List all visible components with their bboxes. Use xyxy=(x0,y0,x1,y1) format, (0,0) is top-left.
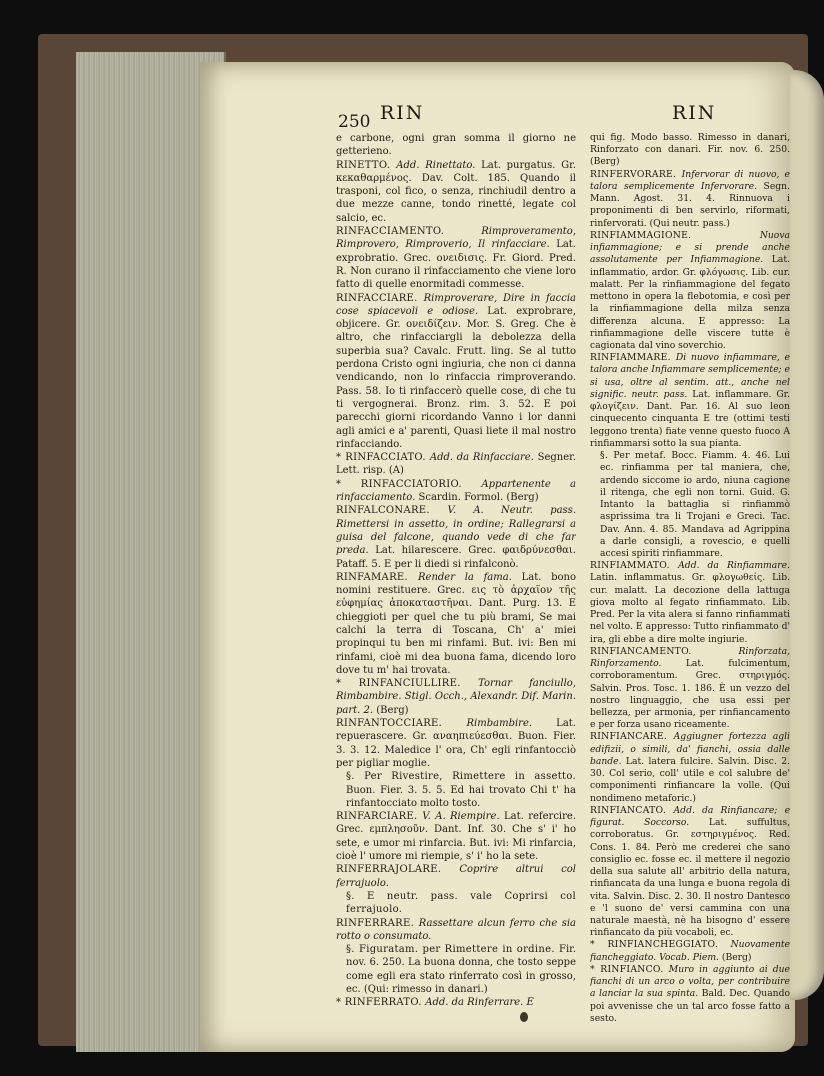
entry-headword: RINFACCIARE. xyxy=(336,292,424,304)
entry-text: Scardin. Formol. (Berg) xyxy=(418,492,539,504)
entry-definition: Di nuovo infiammare, e talora anche Infiammare semplicemente; e si usa, oltre al sentim. att., anche nel signific. neutr. pass. xyxy=(590,352,790,400)
entry-definition: Nuova infiammagione; e si prende anche assolutamente per Infiammagione. xyxy=(590,229,790,266)
entry-headword: * RINFACCIATORIO. xyxy=(336,478,482,490)
entry-headword: RINFARCIARE. xyxy=(336,811,423,823)
entry-text: Lat. purgatus. Gr. κεκαθαρμένος. Dav. Colt. 185. Quando il trasponi, col fico, o senza, rinchiudil dentro a due mezze canne, tondo rinetté, legate col salcio, ec. xyxy=(336,159,576,224)
entry-definition: Rimproverare, Dire in faccia cose spiacevoli e odiose. xyxy=(336,292,576,317)
entry-text: (Berg) xyxy=(721,951,752,963)
entry-definition: Add. da Rinfacciare. xyxy=(429,452,538,464)
entry-headword: * RINFERRATO. xyxy=(336,997,426,1009)
dictionary-entry xyxy=(336,810,576,863)
entry-text: Lat. hilarescere. Grec. φαιδρύνεσθαι. Pataff. 5. E per li diedi si rinfalconò. xyxy=(336,545,576,570)
entry-text: Segner. Lett. risp. (A) xyxy=(336,452,576,477)
dictionary-entry xyxy=(336,571,576,677)
entry-text: Lat. repuerascere. Gr. αναηπιεύεσθαι. Buon. Fier. 3. 3. 12. Maledice l' ora, Ch' egli rinfantocciò per pigliar moglie. xyxy=(336,718,576,769)
entry-headword: RINFERRAJOLARE. xyxy=(336,864,460,876)
entry-headword: * RINFANCIULLIRE. xyxy=(336,678,479,690)
dictionary-entry xyxy=(590,939,790,963)
dictionary-entry xyxy=(336,478,576,505)
entry-text: qui fig. Modo basso. Rimesso in danari, Rinforzato con danari. Fir. nov. 6. 250. (Berg) xyxy=(590,132,790,168)
dictionary-entry xyxy=(336,225,576,291)
entry-headword: RINETTO. xyxy=(336,159,397,171)
dictionary-entry xyxy=(336,451,576,478)
entry-headword: RINFACCIAMENTO. xyxy=(336,226,482,238)
entry-definition: Render la fama. xyxy=(418,571,522,583)
entry-definition: Appartenente a rinfacciamento. xyxy=(336,478,576,504)
entry-headword: * RINFIANCHEGGIATO. xyxy=(590,939,731,951)
entry-text: Fir. nov. 6. 250. La buona donna, che tosto seppe come egli era stato rinferrato così in grosso, ec. (Qui: rimesso in danari.) xyxy=(346,944,576,995)
dictionary-entry xyxy=(336,677,576,717)
dictionary-entry xyxy=(590,352,790,450)
entry-text: Segn. Mann. Agost. 31. 4. Rinnuova i proponimenti di ben servirlo, riformati, rinfervorati. (Qui neutr. pass.) xyxy=(590,180,790,229)
dictionary-entry xyxy=(336,863,576,890)
entry-text: Bald. Dec. Quando poi avvenisse che un tal arco fosse fatto a sesto. xyxy=(590,988,790,1024)
dictionary-entry xyxy=(336,292,576,452)
entry-text: Buon. Fier. 3. 5. 5. Ed hai trovato Chi t' ha rinfantocciato molto tosto. xyxy=(346,784,576,809)
dictionary-entry xyxy=(590,169,790,230)
entry-text: Lat. fulcimentum, corroboramentum. Grec. στηριγμός. Salvin. Pros. Tosc. 1. 186. È un vezzo del nostro linguaggio, che usa essi per bellezza, per armonia, per rinfiancamento e per forza usano riceamente. xyxy=(590,658,790,731)
entry-headword: RINFERRARE. xyxy=(336,917,419,929)
entry-definition: Coprire altrui col ferrajuolo. xyxy=(336,864,576,889)
entry-headword: RINFAMARE. xyxy=(336,571,419,583)
entry-headword: RINFANTOCCIARE. xyxy=(336,718,467,730)
entry-headword: §. E neutr. pass. vale Coprirsi col ferrajuolo. xyxy=(346,890,576,916)
page-number: 250 xyxy=(338,112,371,132)
entry-headword: RINFIANCARE. xyxy=(590,731,674,743)
entry-definition: Rinforzata, Rinforzamento. xyxy=(590,645,790,670)
dictionary-entry xyxy=(336,770,576,810)
entry-text: Latin. inflammatus. Gr. φλογωθείς. Lib. cur. malatt. La decozione della lattuga giova molto al fegato rinfiammato. Lib. Pred. Per la vita alera si fanno rinfiammati nel volto. E appresso: Tutto rinfiammato d' ira, gli ebbe a dire molte ingiurie. xyxy=(590,572,790,645)
entry-definition: Infervorar di nuovo, e talora semplicemente Infervorare. xyxy=(590,168,790,192)
entry-text: Lat. inflammare. Gr. φλογίζειν. Dant. Par. 16. Al suo leon cinquecento cinquanta E tre (ottimi testi leggono trenta) fiate venne questo fuoco A rinfiammarsi sotto la sua pianta. xyxy=(590,388,790,449)
dictionary-entry xyxy=(590,646,790,732)
entry-definition: Rassettare alcun ferro che sia rotto o consumato. xyxy=(336,917,576,942)
ink-spot xyxy=(520,1012,528,1022)
entry-definition: Add. da Rinfiancare; e figurat. Soccorso. xyxy=(590,804,790,829)
dictionary-entry xyxy=(590,450,790,560)
dictionary-entry xyxy=(590,230,790,352)
right-column xyxy=(590,132,790,1025)
entry-text: (Berg) xyxy=(376,704,409,716)
dictionary-entry xyxy=(336,943,576,996)
entry-text: Lat. refercire. Grec. εμπλησοῦν. Dant. Inf. 30. Che s' i' ho sete, e umor mi rinfarcia. But. ivi: Mi rinfarcia, cioè l' umore mi riempie, s' i' ho la sete. xyxy=(336,811,576,863)
dictionary-entry xyxy=(590,132,790,169)
entry-definition: Rimproveramento, Rimprovero, Rimproverio, Il rinfacciare. xyxy=(336,226,576,251)
dictionary-entry xyxy=(590,964,790,1025)
entry-text: Lat. latera fulcire. Salvin. Disc. 2. 30. Col serio, coll' utile e col salubre de' componimenti rinfiancare la volle. (Qui nondimeno metaforic.) xyxy=(590,755,790,804)
dictionary-entry xyxy=(590,805,790,940)
dictionary-entry xyxy=(336,717,576,770)
entry-headword: RINFIAMMATO. xyxy=(590,560,679,572)
facing-page-edge xyxy=(790,70,824,1000)
entry-definition: V. A. Neutr. pass. Rimettersi in assetto, in ordine; Rallegrarsi a guisa del falcone, quando vede di che far preda. xyxy=(336,505,576,557)
dictionary-entry xyxy=(336,996,576,1009)
entry-text: Lat. inflammatio, ardor. Gr. φλόγωσις. Lib. cur. malatt. Per la rinfiammagione del fegato mettono in opera la flebotomia, e così per la rinfiammagione della milza senza differenza alcuna. E appresso: La rinfiammagione delle viscere tutte è cagionata dal vino soverchio. xyxy=(590,254,790,351)
entry-headword: RINFIAMMAGIONE. xyxy=(590,229,760,241)
entry-headword: RINFERVORARE. xyxy=(590,168,682,180)
entry-definition: Nuovamente fiancheggiato. Vocab. Piem. xyxy=(590,939,790,963)
entry-definition: Add. Rinettato. xyxy=(396,159,482,171)
dictionary-entry xyxy=(590,560,790,646)
entry-definition: Add. da Rinfiammare. xyxy=(678,560,790,572)
entry-definition: Rimbambire. xyxy=(466,718,557,730)
entry-definition: Aggiugner fortezza agli edifizii, o simili, da' fianchi, ossia dalle bande. xyxy=(590,731,790,767)
dictionary-entry xyxy=(336,132,576,159)
entry-headword: * RINFACCIATO. xyxy=(336,452,430,464)
dictionary-entry xyxy=(336,917,576,944)
entry-definition: Add. da Rinferrare. E xyxy=(425,997,534,1009)
dictionary-entry xyxy=(336,159,576,225)
entry-text: Lat. exprobrare, objicere. Gr. ονειδίζειν. Mor. S. Greg. Che è altro, che rinfacciargli la debolezza della superbia sua? Cavalc. Frutt. ling. Se al tutto perdona Cristo ogni ingiuria, che non ci danna vendicando, non lo rinfaccia rimproverando. Pass. 58. Io ti rinfaccerò quelle cose, di che tu ti vergognerai. Bronz. rim. 3. 52. E poi parecchi giorni ricordando Vanno i lor danni agli amici e a' parenti, Quasi liete il mal nostro rinfacciando. xyxy=(336,305,576,450)
entry-headword: * RINFIANCO. xyxy=(590,963,669,975)
entry-headword: RINFIANCAMENTO. xyxy=(590,645,739,657)
entry-text: Lat. bono nomini restituere. Grec. εις τὸ ἀρχαῖον τῆς εὐφημίας ἀποκαταστῆναι. Dant. Purg. 13. E chieggioti per quel che tu più brami, Se mai calchi la terra di Toscana, Ch' a' miei propinqui tu ben mi rinfami. But. ivi: Ben mi rinfami, cioè mi dea buona fama, dicendo loro dove tu m' hai trovata. xyxy=(336,571,576,676)
dictionary-entry xyxy=(590,731,790,804)
entry-text: Lat. suffultus, corroboratus. Gr. εστηριγμένος. Red. Cons. 1. 84. Però me crederei che sano consiglio ec. fosse ec. il mettere il negozio della sua salute all' arbitrio della natura, rinfiancata da una lunga e buona regola di vita. Salvin. Disc. 2. 30. Il nostro Dantesco e 'l suono de' versi cammina con una naturale maestà, nè ha bisogno d' essere rinfiancato da più vocaboli, ec. xyxy=(590,817,790,939)
entry-text: e carbone, ogni gran somma il giorno ne getterieno. xyxy=(336,133,576,158)
entry-definition: Muro in aggiunto ai due fianchi di un arco o volta, per contribuire a lanciar la sua spinta. xyxy=(590,963,790,1000)
entry-definition: Tornar fanciullo, Rimbambire. Stigl. Occh., Alexandr. Dif. Marin. part. 2. xyxy=(336,678,576,716)
entry-headword: RINFIANCATO. xyxy=(590,804,674,816)
entry-headword: §. Per Rivestire, Rimettere in assetto. xyxy=(346,771,576,783)
running-head-left: RIN xyxy=(380,102,425,124)
entry-headword: RINFALCONARE. xyxy=(336,505,448,517)
dictionary-entry xyxy=(336,890,576,917)
left-column xyxy=(336,132,576,1010)
dictionary-entry xyxy=(336,504,576,570)
entry-text: Lat. exprobratio. Grec. ονειδισις. Fr. Giord. Pred. R. Non curano il rinfacciamento che viene loro fatto di quelle enormitadi commesse. xyxy=(336,239,576,291)
entry-definition: V. A. Riempire. xyxy=(422,811,505,823)
entry-headword: §. Per metaf. xyxy=(600,450,672,462)
running-head-right: RIN xyxy=(672,102,717,124)
entry-headword: RINFIAMMARE. xyxy=(590,352,676,364)
entry-text: Bocc. Fiamm. 4. 46. Lui ec. rinfiamma per tal maniera, che, ardendo siccome io ardo, niuna cagione il ritenga, che egli non torni. Guid. G. Intanto la battaglia si rinfiammò asprissima tra li Trojani e Greci. Tac. Dav. Ann. 4. 85. Mandava ad Agrippina a darle consigli, a rovescio, e quelli accesi spiriti rinfiammare. xyxy=(600,450,790,559)
entry-headword: §. Figuratam. per Rimettere in ordine. xyxy=(346,944,559,956)
